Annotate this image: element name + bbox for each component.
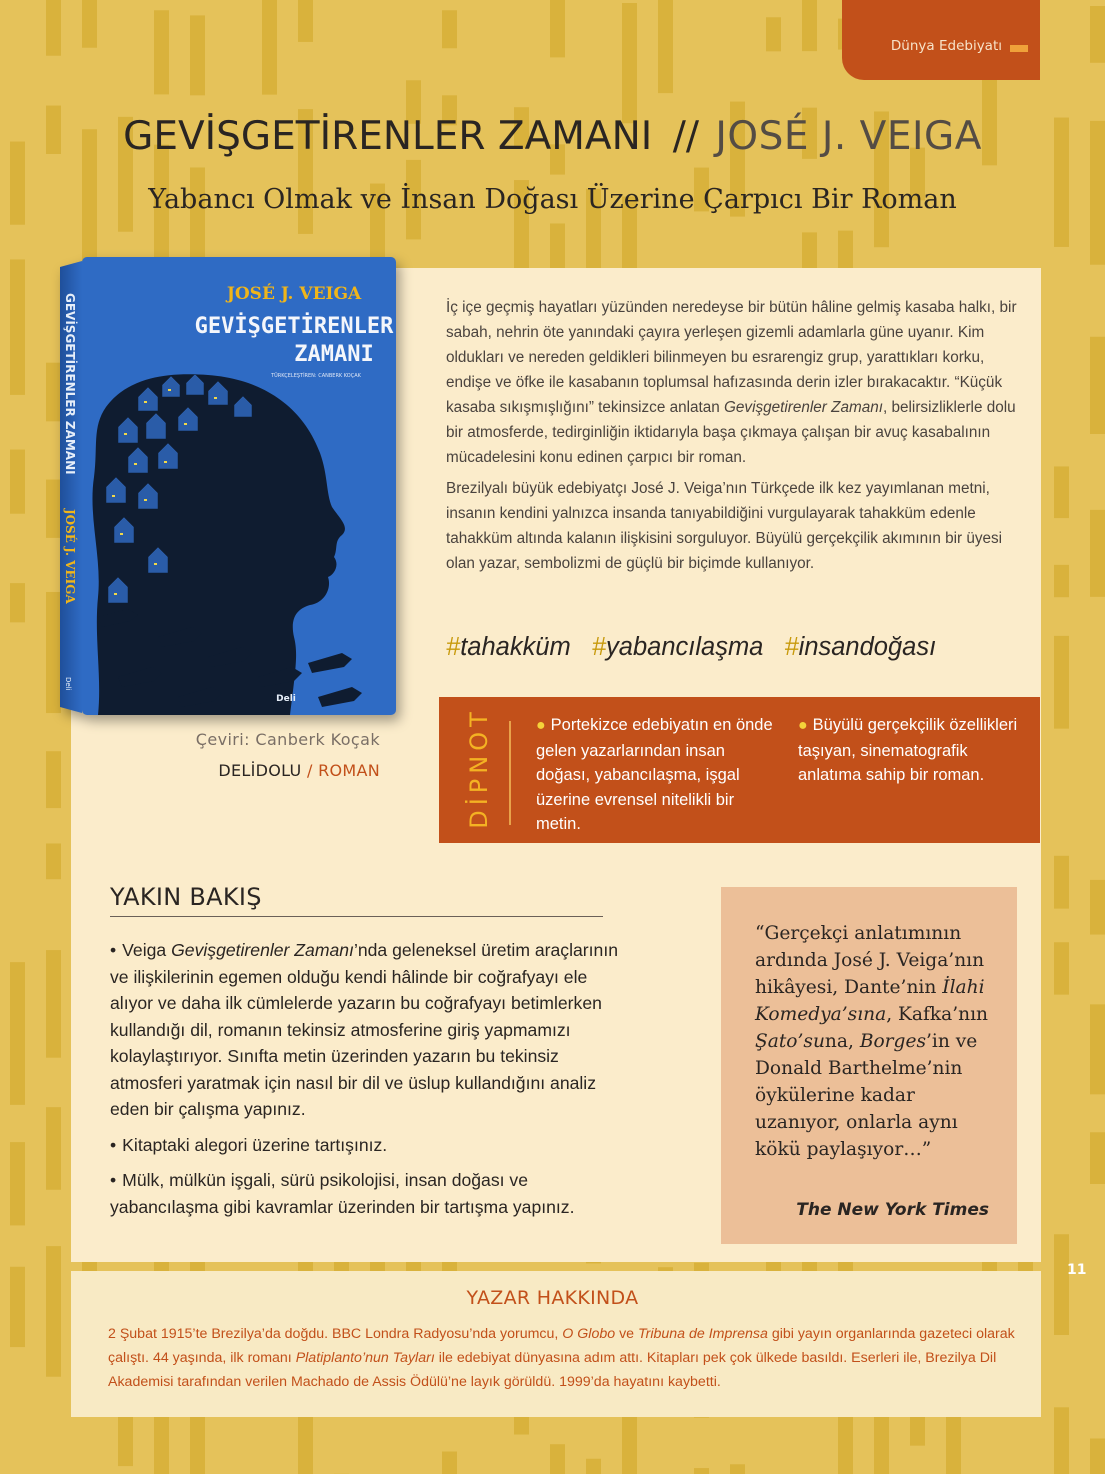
bullet-icon: • bbox=[110, 1170, 117, 1190]
cover-spine-title: GEVİŞGETİRENLER ZAMANI bbox=[63, 293, 77, 475]
dipnot-item-1: ● Portekizce edebiyatın en önde gelen yazarlarından insan doğası, yabancılaşma, işgal üzerine evrensel nitelikli bir metin. bbox=[536, 716, 773, 833]
book-cover-image bbox=[58, 257, 396, 715]
section-tab-marker bbox=[1010, 45, 1028, 52]
bullet-icon: • bbox=[110, 1134, 117, 1155]
book-description bbox=[446, 295, 1026, 576]
description-paragraph-2: Brezilyalı büyük edebiyatçı José J. Veiga’nın Türkçede ilk kez yayımlanan metni, insanın kendini yalnızca insanda tanıyabildiğini vurgulayarak tahakküm edenle tahakküm altında kalanın ilişkisini sorguluyor. Büyülü gerçekçilik akımının bir üyesi olan yazar, sembolizmi de güçlü bir biçimde kullanıyor. bbox=[446, 480, 1003, 572]
hashtag-3[interactable]: #insandoğası bbox=[784, 633, 937, 661]
cover-spine-author: JOSÉ J. VEIGA bbox=[63, 509, 77, 604]
page-number: 11 bbox=[1067, 1262, 1087, 1278]
cover-author: JOSÉ J. VEIGA bbox=[226, 284, 362, 304]
hashtag-1[interactable]: #tahakküm bbox=[446, 633, 571, 661]
translator-credit: Çeviri: Canberk Koçak bbox=[195, 730, 380, 749]
bullet-icon: ● bbox=[798, 717, 808, 734]
publisher-line bbox=[120, 758, 380, 784]
bullet-icon: ● bbox=[536, 717, 546, 734]
bullet-icon: • bbox=[110, 940, 117, 960]
cover-title-line2: ZAMANI bbox=[294, 342, 374, 367]
title-separator: // bbox=[672, 114, 699, 159]
dipnot-box bbox=[439, 697, 1040, 843]
quote-source: The New York Times bbox=[796, 1200, 989, 1220]
list-item: • Mülk, mülkün işgali, sürü psikolojisi, insan doğası ve yabancılaşma gibi kavramlar üzerinden bir tartışma yapınız. bbox=[110, 1170, 575, 1217]
genre-label[interactable]: ROMAN bbox=[318, 761, 380, 780]
author-about-heading: YAZAR HAKKINDA bbox=[466, 1287, 639, 1309]
dipnot-divider bbox=[509, 721, 511, 825]
book-credits bbox=[120, 729, 380, 784]
book-title: GEVİŞGETİRENLER ZAMANI bbox=[123, 114, 653, 159]
hashtag-2[interactable]: #yabancılaşma bbox=[591, 633, 764, 661]
description-paragraph-1: İç içe geçmiş hayatları yüzünden neredeyse bir bütün hâline gelmiş kasaba halkı, bir sabah, nehrin öte yanındaki çayıra yerleşen gizemli adamlarla güne uyanır. Kim oldukları ve nereden geldikleri bilinmeyen bu esrarengiz grup, yarattıkları korku, endişe ve öfke ile kasabanın toplumsal hafızasında derin izler bırakacaktır. “Küçük kasaba sıkışmışlığını” tekinsizce anlatan Gevişgetirenler Zamanı, belirsizliklerle dolu bir atmosferde, tedirginliğin iktidarıyla başa çıkmaya çalışan bir avuç kasabalının mücadelesini konu edinen çarpıcı bir roman. bbox=[446, 299, 1017, 466]
yakin-bakis-list bbox=[110, 937, 630, 1229]
yakin-bakis-heading: YAKIN BAKIŞ bbox=[110, 883, 603, 917]
section-tab-label: Dünya Edebiyatı bbox=[890, 38, 1002, 54]
publisher-name[interactable]: DELİDOLU bbox=[218, 761, 302, 780]
cover-translator: TÜRKÇELEŞTİREN: CANBERK KOÇAK bbox=[271, 373, 361, 379]
quote-text: “Gerçekçi anlatımının ardında José J. Veiga’nın hikâyesi, Dante’nin İlahi Komedya’sına, Kafka’nın Şato’suna, Borges’in ve Donald Barthelme’nin öykülerine kadar uzanıyor, onlarla aynı kökü paylaşıyor…” bbox=[755, 923, 989, 1160]
author-name: JOSÉ J. VEIGA bbox=[715, 114, 982, 159]
quote-box bbox=[721, 887, 1017, 1244]
page-title bbox=[0, 113, 1105, 161]
cover-title-line1: GEVİŞGETİRENLER bbox=[194, 314, 394, 339]
subtitle: Yabancı Olmak ve İnsan Doğası Üzerine Çarpıcı Bir Roman bbox=[148, 184, 957, 215]
cover-publisher-mark: Deli bbox=[276, 694, 296, 704]
section-tab[interactable] bbox=[842, 0, 1040, 80]
hashtags bbox=[446, 633, 950, 662]
list-item: • Kitaptaki alegori üzerine tartışınız. bbox=[110, 1134, 388, 1155]
publisher-separator: / bbox=[306, 761, 313, 780]
dipnot-label: DİPNOT bbox=[465, 707, 493, 829]
dipnot-item-2: ● Büyülü gerçekçilik özellikleri taşıyan, sinematografik anlatıma sahip bir roman. bbox=[798, 716, 1018, 784]
cover-spine-publisher: Deli bbox=[64, 677, 72, 691]
list-item: • Veiga Gevişgetirenler Zamanı’nda geleneksel üretim araçlarının ve ilişkilerinin egemen olduğu kendi hâlinde bir coğrafyayı ele alıyor ve daha ilk cümlelerde yazarın bu coğrafyayı betimlerken kullandığı dil, romanın tekinsiz atmosferine giriş yapmamızı kolaylaştırıyor. Sınıfta metin üzerinden yazarın bu tekinsiz atmosferi yaratmak için nasıl bir dil ve üslup kullandığını analiz eden bir çalışma yapınız. bbox=[110, 940, 619, 1119]
author-about-text: 2 Şubat 1915’te Brezilya’da doğdu. BBC Londra Radyosu’nda yorumcu, O Globo ve Tribuna de Imprensa gibi yayın organlarında gazeteci olarak çalıştı. 44 yaşında, ilk romanı Platiplanto’nun Tayları ile edebiyat dünyasına adım attı. Kitapları pek çok ülkede basıldı. Eserleri ile, Brezilya Dil Akademisi tarafından verilen Machado de Assis Ödülü’ne layık görüldü. 1999’da hayatını kaybetti. bbox=[108, 1326, 1015, 1390]
